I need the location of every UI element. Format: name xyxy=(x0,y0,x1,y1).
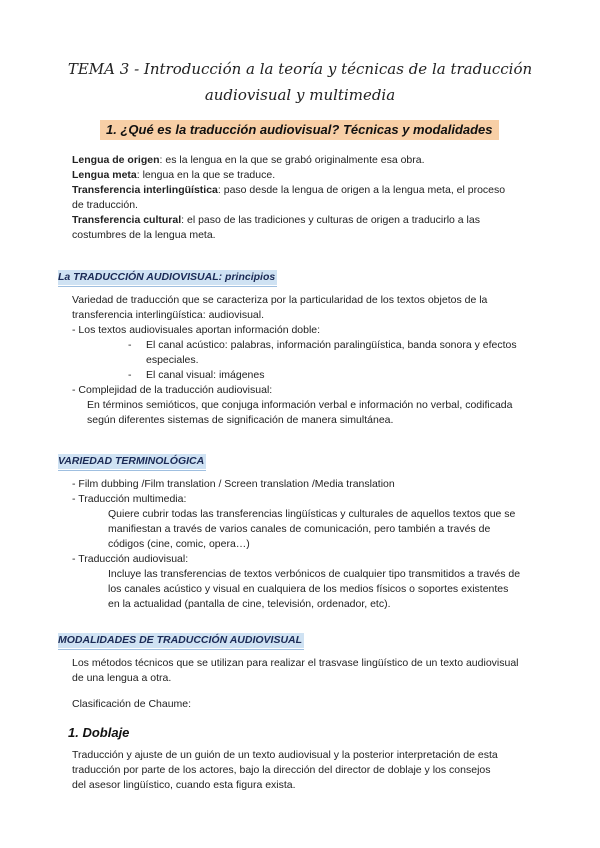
bullet-dash: - xyxy=(128,369,132,381)
list-item: - Film dubbing /Film translation / Screen translation /Media translation xyxy=(72,478,395,490)
definition-continuation: costumbres de la lengua meta. xyxy=(72,229,216,241)
list-item: - Complejidad de la traducción audiovisual: xyxy=(72,384,273,396)
paragraph-line: Clasificación de Chaume: xyxy=(72,698,192,710)
definition-term: Transferencia interlingüística xyxy=(72,184,218,196)
definition-text: : el paso de las tradiciones y culturas de origen a traducirlo a las xyxy=(181,214,480,226)
document-title-line-2: audiovisual y multimedia xyxy=(204,86,396,104)
paragraph-line: según diferentes sistemas de significación de manera simultánea. xyxy=(87,414,394,426)
document-title-line-1: TEMA 3 - Introducción a la teoría y técnicas de la traducción xyxy=(67,60,533,78)
definition-term: Lengua meta xyxy=(72,169,137,181)
list-item: - Los textos audiovisuales aportan información doble: xyxy=(72,324,321,336)
subheading-doblaje: 1. Doblaje xyxy=(68,725,130,740)
paragraph-line: traducción por parte de los actores, bajo la dirección del director de doblaje y los consejos xyxy=(72,764,491,776)
sub-list-item: El canal visual: imágenes xyxy=(146,369,265,381)
list-item: - Traducción audiovisual: xyxy=(72,553,189,565)
paragraph-line: Incluye las transferencias de textos verbónicos de cualquier tipo transmitidos a través de xyxy=(108,568,521,580)
definition-continuation: de traducción. xyxy=(72,199,138,211)
sub-list-item: El canal acústico: palabras, información paralingüística, banda sonora y efectos xyxy=(146,339,517,351)
definition-lengua-origen xyxy=(72,153,425,168)
section-heading-1: 1. ¿Qué es la traducción audiovisual? Técnicas y modalidades xyxy=(100,120,499,140)
paragraph-line: de una lengua a otra. xyxy=(72,672,172,684)
list-item: - Traducción multimedia: xyxy=(72,493,187,505)
paragraph-line: Quiere cubrir todas las transferencias lingüísticas y culturales de aquellos textos que se xyxy=(108,508,516,520)
paragraph-line: manifiestan a través de varios canales de comunicación, pero también a través de xyxy=(108,523,491,535)
section-heading-principios: La TRADUCCIÓN AUDIOVISUAL: principios xyxy=(58,271,276,283)
definition-term: Transferencia cultural xyxy=(72,214,182,226)
definition-transferencia-interlinguistica xyxy=(72,183,505,198)
section-heading-variedad: VARIEDAD TERMINOLÓGICA xyxy=(58,455,205,467)
paragraph-line: los canales acústico y visual en cualquiera de los medios físicos o soportes existentes xyxy=(108,583,509,595)
paragraph-line: del asesor lingüístico, cuando esta figura exista. xyxy=(72,779,296,791)
definition-text: : paso desde la lengua de origen a la lengua meta, el proceso xyxy=(217,184,506,196)
definition-text: : es la lengua en la que se grabó originalmente esa obra. xyxy=(159,154,425,166)
paragraph-line: Los métodos técnicos que se utilizan para realizar el trasvase lingüístico de un texto audiovisual xyxy=(72,657,519,669)
sub-list-item-continuation: especiales. xyxy=(146,354,199,366)
paragraph-line: Variedad de traducción que se caracteriza por la particularidad de los textos objetos de la xyxy=(72,294,488,306)
paragraph-line: En términos semióticos, que conjuga información verbal e información no verbal, codificada xyxy=(87,399,513,411)
definition-lengua-meta xyxy=(72,168,275,183)
definition-transferencia-cultural xyxy=(72,213,480,228)
paragraph-line: Traducción y ajuste de un guión de un texto audiovisual y la posterior interpretación de esta xyxy=(72,749,498,761)
paragraph-line: en la actualidad (pantalla de cine, televisión, ordenador, etc). xyxy=(108,598,391,610)
definition-text: : lengua en la que se traduce. xyxy=(136,169,276,181)
paragraph-line: transferencia interlingüística: audiovisual. xyxy=(72,309,265,321)
section-heading-modalidades: MODALIDADES DE TRADUCCIÓN AUDIOVISUAL xyxy=(58,634,303,646)
bullet-dash: - xyxy=(128,339,132,351)
definition-term: Lengua de origen xyxy=(72,154,160,166)
paragraph-line: códigos (cine, comic, opera…) xyxy=(108,538,250,550)
